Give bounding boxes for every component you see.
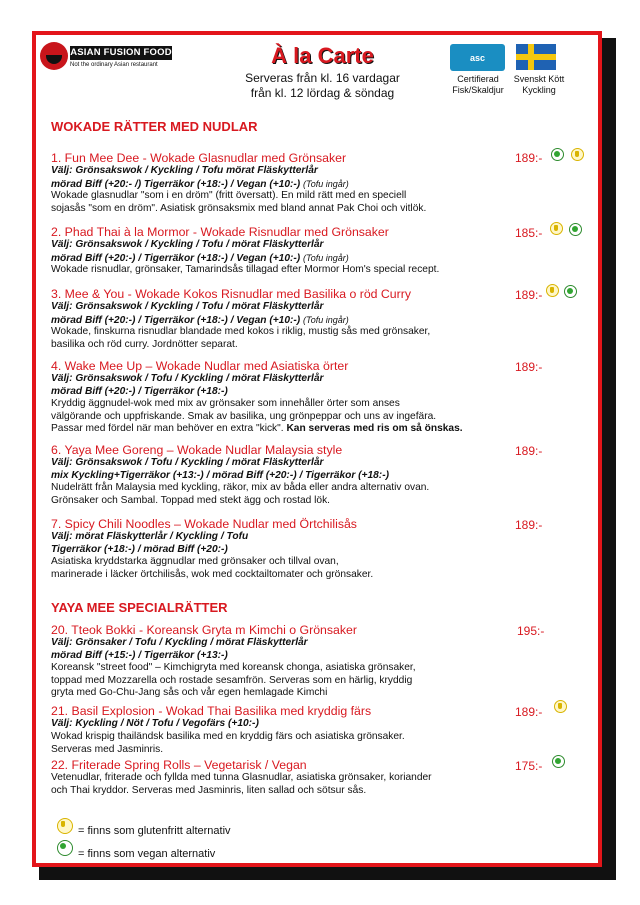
- dish-options: Välj: Grönsakswok / Kyckling / Tofu / mörat Fläskytterlår mörad Biff (+20:-) / Tigerräkor (+18:-) / Vegan (+10:-) (Tofu ingår): [51, 239, 349, 264]
- dish-description: Kryddig äggnudel-wok med mix av grönsaker som innehåller örter som anses välgörande och uppfriskande. Smak av basilika, ung grönpeppar och uns av ingefära. Passar med fördel när man behöver en extra "kick". Kan serveras med ris om så önskas.: [51, 398, 463, 434]
- section-heading-noodles: WOKADE RÄTTER MED NUDLAR: [51, 119, 258, 134]
- dish-title: 4. Wake Mee Up – Wokade Nudlar med Asiatiska örter: [51, 359, 349, 373]
- dish-price: 189:-: [515, 518, 543, 532]
- legend-vegan: = finns som vegan alternativ: [78, 848, 216, 860]
- dish-title: 21. Basil Explosion - Wokad Thai Basilika med kryddig färs: [51, 704, 372, 718]
- bowl-icon: [40, 42, 68, 70]
- dish-description: Asiatiska kryddstarka äggnudlar med grönsaker och tillval ovan, marinerade i läcker örtchilisås, wok med cocktailtomater och grönsaker.: [51, 556, 374, 580]
- gluten-free-icon: [546, 284, 559, 297]
- brand-tagline: Not the ordinary Asian restaurant: [70, 62, 158, 68]
- dish-description: Koreansk "street food" – Kimchigryta med koreansk chonga, asiatiska grönsaker, toppad med Mozzarella och rostade sesamfrön. Serveras som en härlig, kryddig gryta med Go-Chu-Jang sås och vår egen hemlagade Kimchi: [51, 662, 416, 698]
- dish-price: 185:-: [515, 226, 543, 240]
- dish-description: Vetenudlar, friterade och fyllda med tunna Glasnudlar, asiatiska grönsaker, koriander och Thai kryddor. Serveras med Jasminris, liten sallad och sötsur sås.: [51, 772, 432, 796]
- brand-name: ASIAN FUSION FOOD: [70, 47, 172, 58]
- dish-options: Välj: Grönsakswok / Kyckling / Tofu / mörat Fläskytterlår mörad Biff (+20:-) / Tigerräkor (+18:-) / Vegan (+10:-) (Tofu ingår): [51, 301, 349, 326]
- serving-hours: [220, 71, 425, 101]
- section-heading-specials: YAYA MEE SPECIALRÄTTER: [51, 600, 228, 615]
- hours-weekdays: Serveras från kl. 16 vardagar: [245, 71, 400, 85]
- dish-description: Wokade glasnudlar "som i en dröm" (fritt översatt). En mild rätt med en speciell sojasås "som en dröm". Asiatisk grönsaksmix med bland annat Pak Choi och vitlök.: [51, 190, 427, 214]
- vegan-icon: [57, 840, 73, 856]
- dish-description: Wokade, finskurna risnudlar blandade med kokos i riklig, mustig sås med grönsaker, basilika och röd curry. Jordnötter separat.: [51, 326, 431, 350]
- vegan-icon: [551, 148, 564, 161]
- vegan-icon: [569, 223, 582, 236]
- dish-price: 189:-: [515, 360, 543, 374]
- gluten-free-icon: [554, 700, 567, 713]
- dish-price: 189:-: [515, 444, 543, 458]
- dish-options: Välj: mörat Fläskytterlår / Kyckling / Tofu Tigerräkor (+18:-) / mörad Biff (+20:-): [51, 531, 249, 555]
- dish-options: Välj: Grönsakswok / Tofu / Kyckling / mörat Fläskytterlår mix Kyckling+Tigerräkor (+13:-) / mörad Biff (+20:-) / Tigerräkor (+18:-): [51, 457, 389, 481]
- dish-price: 175:-: [515, 759, 543, 773]
- dish-title: 3. Mee & You - Wokade Kokos Risnudlar med Basilika o röd Curry: [51, 287, 411, 301]
- cert-seafood-label: Certifierad Fisk/Skaldjur: [452, 74, 504, 95]
- dish-options: Välj: Grönsakswok / Tofu / Kyckling / mörat Fläskytterlår mörad Biff (+20:-) / Tigerräkor (+18:-): [51, 373, 324, 397]
- dish-options: Välj: Grönsakswok / Kyckling / Tofu mörat Fläskytterlår mörad Biff (+20:- /) Tigerräkor (+18:-) / Vegan (+10:-) (Tofu ingår): [51, 165, 349, 190]
- restaurant-logo: [40, 42, 170, 72]
- dish-price: 195:-: [517, 624, 545, 638]
- dish-price: 189:-: [515, 705, 543, 719]
- gluten-free-icon: [571, 148, 584, 161]
- gluten-free-icon: [57, 818, 73, 834]
- legend-gluten-free: = finns som glutenfritt alternativ: [78, 825, 231, 837]
- dish-description: Wokad krispig thailändsk basilika med en kryddig färs och asiatiska grönsaker. Serveras med Jasminris.: [51, 731, 405, 755]
- dish-description: Wokade risnudlar, grönsaker, Tamarindsås tillagad efter Mormor Hom's special recept.: [51, 264, 440, 275]
- dish-title: 7. Spicy Chili Noodles – Wokade Nudlar med Örtchilisås: [51, 517, 357, 531]
- page-title: À la Carte: [271, 43, 374, 68]
- vegan-icon: [552, 755, 565, 768]
- dish-title: 20. Tteok Bokki - Koreansk Gryta m Kimchi o Grönsaker: [51, 623, 357, 637]
- gluten-free-icon: [550, 222, 563, 235]
- hours-weekend: från kl. 12 lördag & söndag: [250, 86, 395, 100]
- dish-options: Välj: Kyckling / Nöt / Tofu / Vegofärs (+10:-): [51, 718, 259, 729]
- dish-price: 189:-: [515, 288, 543, 302]
- vegan-icon: [564, 285, 577, 298]
- asc-certification-logo: asc: [450, 44, 505, 71]
- cert-meat-label: Svenskt Kött Kyckling: [513, 74, 565, 95]
- swedish-flag-icon: [516, 44, 556, 70]
- dish-title: 22. Friterade Spring Rolls – Vegetarisk / Vegan: [51, 758, 307, 772]
- dish-title: 6. Yaya Mee Goreng – Wokade Nudlar Malaysia style: [51, 443, 343, 457]
- dish-title: 2. Phad Thai à la Mormor - Wokade Risnudlar med Grönsaker: [51, 225, 389, 239]
- dish-title: 1. Fun Mee Dee - Wokade Glasnudlar med Grönsaker: [51, 151, 347, 165]
- dish-price: 189:-: [515, 151, 543, 165]
- dish-description: Nudelrätt från Malaysia med kyckling, räkor, mix av båda eller andra alternativ ovan. Grönsaker och Sambal. Toppad med stekt ägg och rostad lök.: [51, 482, 430, 506]
- dish-options: Välj: Grönsaker / Tofu / Kyckling / mörat Fläskytterlår mörad Biff (+15:-) / Tigerräkor (+13:-): [51, 637, 308, 661]
